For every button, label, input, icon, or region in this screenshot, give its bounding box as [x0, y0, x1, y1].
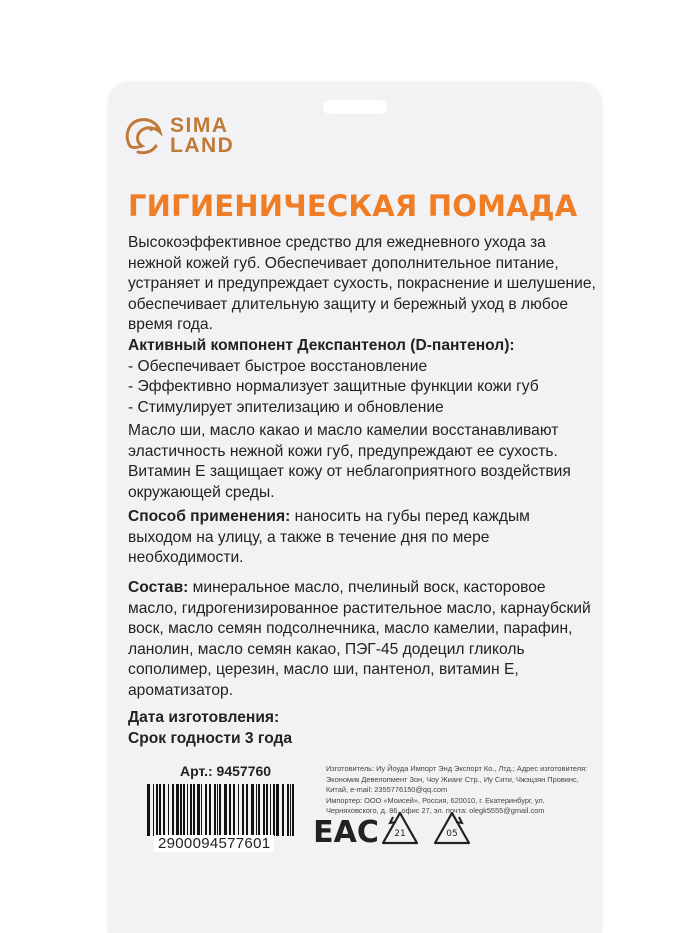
- brand-line2: LAND: [170, 134, 235, 157]
- recycle-icon: [379, 809, 421, 849]
- product-title: ГИГИЕНИЧЕСКАЯ ПОМАДА: [128, 189, 578, 223]
- barcode-bar: [287, 784, 289, 836]
- barcode-bar: [172, 784, 174, 836]
- barcode-bar: [214, 784, 216, 836]
- barcode-bar: [282, 784, 284, 836]
- composition-paragraph: [128, 578, 598, 701]
- barcode-bar: [217, 784, 218, 836]
- barcode-bar: [209, 784, 211, 836]
- active-item: - Обеспечивает быстрое восстановление: [128, 357, 428, 375]
- barcode-bar: [183, 784, 185, 836]
- barcode-bar: [159, 784, 161, 836]
- barcode-bar: [238, 784, 239, 836]
- brand-line1: SIMA: [170, 114, 229, 137]
- usage-paragraph: [128, 507, 598, 569]
- active-item: - Эффективно нормализует защитные функции кожи губ: [128, 378, 539, 395]
- barcode-bar: [276, 784, 279, 836]
- importer-info: Импортер: ООО «Моисей», Россия, 620010, г. Екатеринбург, ул. Черняховского, д. 86, офис 27, эл. почта: olegk5555@gmail.com: [326, 795, 545, 815]
- barcode-bar: [219, 784, 221, 836]
- barcode-bar: [201, 784, 202, 836]
- barcode-bar: [190, 784, 192, 836]
- composition-text: минеральное масло, пчелиный воск, касторовое масло, гидрогенизированное растительное масло, карнаубский воск, масло семян подсолнечника, масло камелии, парафин, ланолин, масло семян какао, ПЭГ-45 додецил гликоль сополимер, церезин, масло ши, пантенол, витамин Е, ароматизатор.: [128, 579, 591, 699]
- active-heading: Активный компонент Декспантенол (D-пантенол):: [128, 337, 515, 354]
- brand-name: [170, 116, 234, 156]
- barcode-number: 2900094577601: [154, 835, 274, 852]
- barcode-bar: [273, 784, 275, 836]
- intro-paragraph: Высокоэффективное средство для ежедневного ухода за нежной кожей губ. Обеспечивает дополнительное питание, устраняет и предупреждает сухость, покраснение и шелушение, обеспечивает длительную защиту и бережный уход в любое время года.: [128, 234, 596, 333]
- manufacturer-info: Изготовитель: Иу Йоуда Импорт Энд Экспорт Ко., Лтд.; Адрес изготовителя: Экономик Девелопмент Зон, Чоу Жианг Стр., Иу Сити, Чжэцзян Провинс, Китай, e-mail: 2355776150@qq.com: [326, 764, 588, 794]
- barcode-bar: [187, 784, 188, 836]
- barcode-bar: [258, 784, 260, 836]
- barcode-bar: [180, 784, 182, 836]
- composition-label: Состав:: [128, 579, 189, 596]
- recycle-code: 21: [394, 829, 406, 839]
- barcode-bar: [193, 784, 195, 836]
- barcode-bar: [266, 784, 268, 836]
- barcode-bar: [153, 784, 154, 836]
- barcode-bar: [290, 784, 291, 836]
- barcode-bar: [263, 784, 265, 836]
- barcode-bar: [242, 784, 244, 836]
- shelf-life: Срок годности 3 года: [128, 729, 293, 747]
- recycle-icon: [431, 809, 473, 849]
- eac-mark-icon: [313, 808, 379, 850]
- article-number: Арт.: 9457760: [180, 763, 272, 779]
- usage-label: Способ применения:: [128, 508, 291, 525]
- usage-text: наносить на губы перед каждым выходом на улицу, а также в течение дня по мере необходимости.: [128, 508, 530, 566]
- barcode-bar: [270, 784, 271, 836]
- eac-mark-text: EAC: [313, 815, 379, 850]
- active-item: - Стимулирует эпителизацию и обновление: [128, 398, 444, 416]
- barcode-bar: [163, 784, 165, 836]
- barcode-bar: [156, 784, 158, 836]
- recycle-code: 05: [446, 829, 458, 839]
- barcode-bar: [256, 784, 257, 836]
- hang-hole: [323, 100, 387, 114]
- active-component-block: [128, 336, 598, 418]
- barcode-bar: [147, 784, 150, 836]
- barcode-bar: [205, 784, 207, 836]
- barcode-bar: [176, 784, 179, 836]
- barcode-bar: [246, 784, 248, 836]
- barcode-bar: [251, 784, 254, 836]
- certification-icons: [313, 808, 473, 850]
- oils-paragraph: Масло ши, масло какао и масло камелии восстанавливают эластичность нежной кожи губ, предупреждают ее сухость. Витамин Е защищает кожу от неблагоприятного воздействия окружающей среды.: [128, 422, 571, 501]
- barcode-bar: [233, 784, 235, 836]
- barcode-bar: [197, 784, 200, 836]
- barcode-bar: [168, 784, 169, 836]
- brand-logo: [122, 112, 234, 160]
- manufacture-date-label: Дата изготовления:: [128, 709, 280, 726]
- barcode-bar: [229, 784, 231, 836]
- barcode-bar: [224, 784, 227, 836]
- dates-block: [128, 708, 292, 749]
- barcode-bar: [292, 784, 294, 836]
- brand-icon: [122, 112, 164, 160]
